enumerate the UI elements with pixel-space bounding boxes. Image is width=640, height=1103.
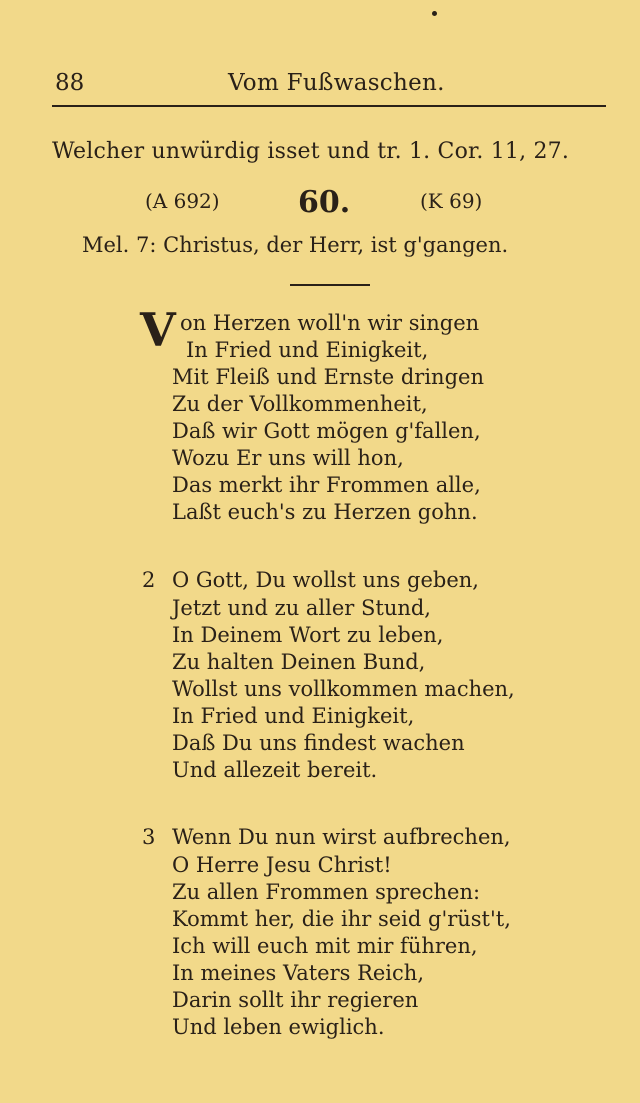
verse-line: Wozu Er uns will hon,: [172, 446, 404, 470]
verse-line: Laßt euch's zu Herzen gohn.: [172, 500, 478, 524]
verse-line: In Fried und Einigkeit,: [186, 338, 429, 362]
verse-line: Daß wir Gott mögen g'fallen,: [172, 419, 481, 443]
scripture-reference: Welcher unwürdig isset und tr. 1. Cor. 11, 27.: [52, 139, 570, 164]
verse-line: Wenn Du nun wirst aufbrechen,: [172, 825, 511, 849]
verse-line: Mit Fleiß und Ernste dringen: [172, 365, 484, 389]
verse-line: Zu der Vollkommenheit,: [172, 392, 428, 416]
page-number: 88: [55, 70, 85, 96]
verse-line: O Herre Jesu Christ!: [172, 853, 392, 877]
verse-line: Wollst uns vollkommen machen,: [172, 677, 515, 701]
verse-line: Zu halten Deinen Bund,: [172, 650, 426, 674]
running-title: Vom Fußwaschen.: [228, 70, 445, 96]
verse-line: Daß Du uns findest wachen: [172, 731, 465, 755]
verse-line: on Herzen woll'n wir singen: [180, 311, 480, 335]
verse-line: Zu allen Frommen sprechen:: [172, 880, 481, 904]
hymn-code-left: (A 692): [145, 189, 220, 213]
drop-cap: V: [140, 303, 176, 357]
header-rule: [52, 105, 606, 107]
ink-dot: [432, 11, 437, 16]
melody-line: Mel. 7: Christus, der Herr, ist g'gangen.: [82, 233, 509, 257]
verse-line: In meines Vaters Reich,: [172, 961, 424, 985]
verse-line: Kommt her, die ihr seid g'rüst't,: [172, 907, 511, 931]
verse-number: 2: [142, 568, 156, 592]
verse-line: O Gott, Du wollst uns geben,: [172, 568, 479, 592]
verse-line: Jetzt und zu aller Stund,: [172, 596, 431, 620]
verse-line: In Deinem Wort zu leben,: [172, 623, 444, 647]
hymn-code-right: (K 69): [420, 189, 483, 213]
section-rule: [290, 284, 370, 286]
verse-number: 3: [142, 825, 156, 849]
hymn-number-line: [0, 185, 640, 219]
verse-line: Darin sollt ihr regieren: [172, 988, 419, 1012]
verse-line: Ich will euch mit mir führen,: [172, 934, 478, 958]
verse-line: Das merkt ihr Frommen alle,: [172, 473, 481, 497]
verse-line: Und leben ewiglich.: [172, 1015, 385, 1039]
verse-line: Und allezeit bereit.: [172, 758, 378, 782]
verse-line: In Fried und Einigkeit,: [172, 704, 415, 728]
hymn-number: 60.: [298, 185, 351, 220]
